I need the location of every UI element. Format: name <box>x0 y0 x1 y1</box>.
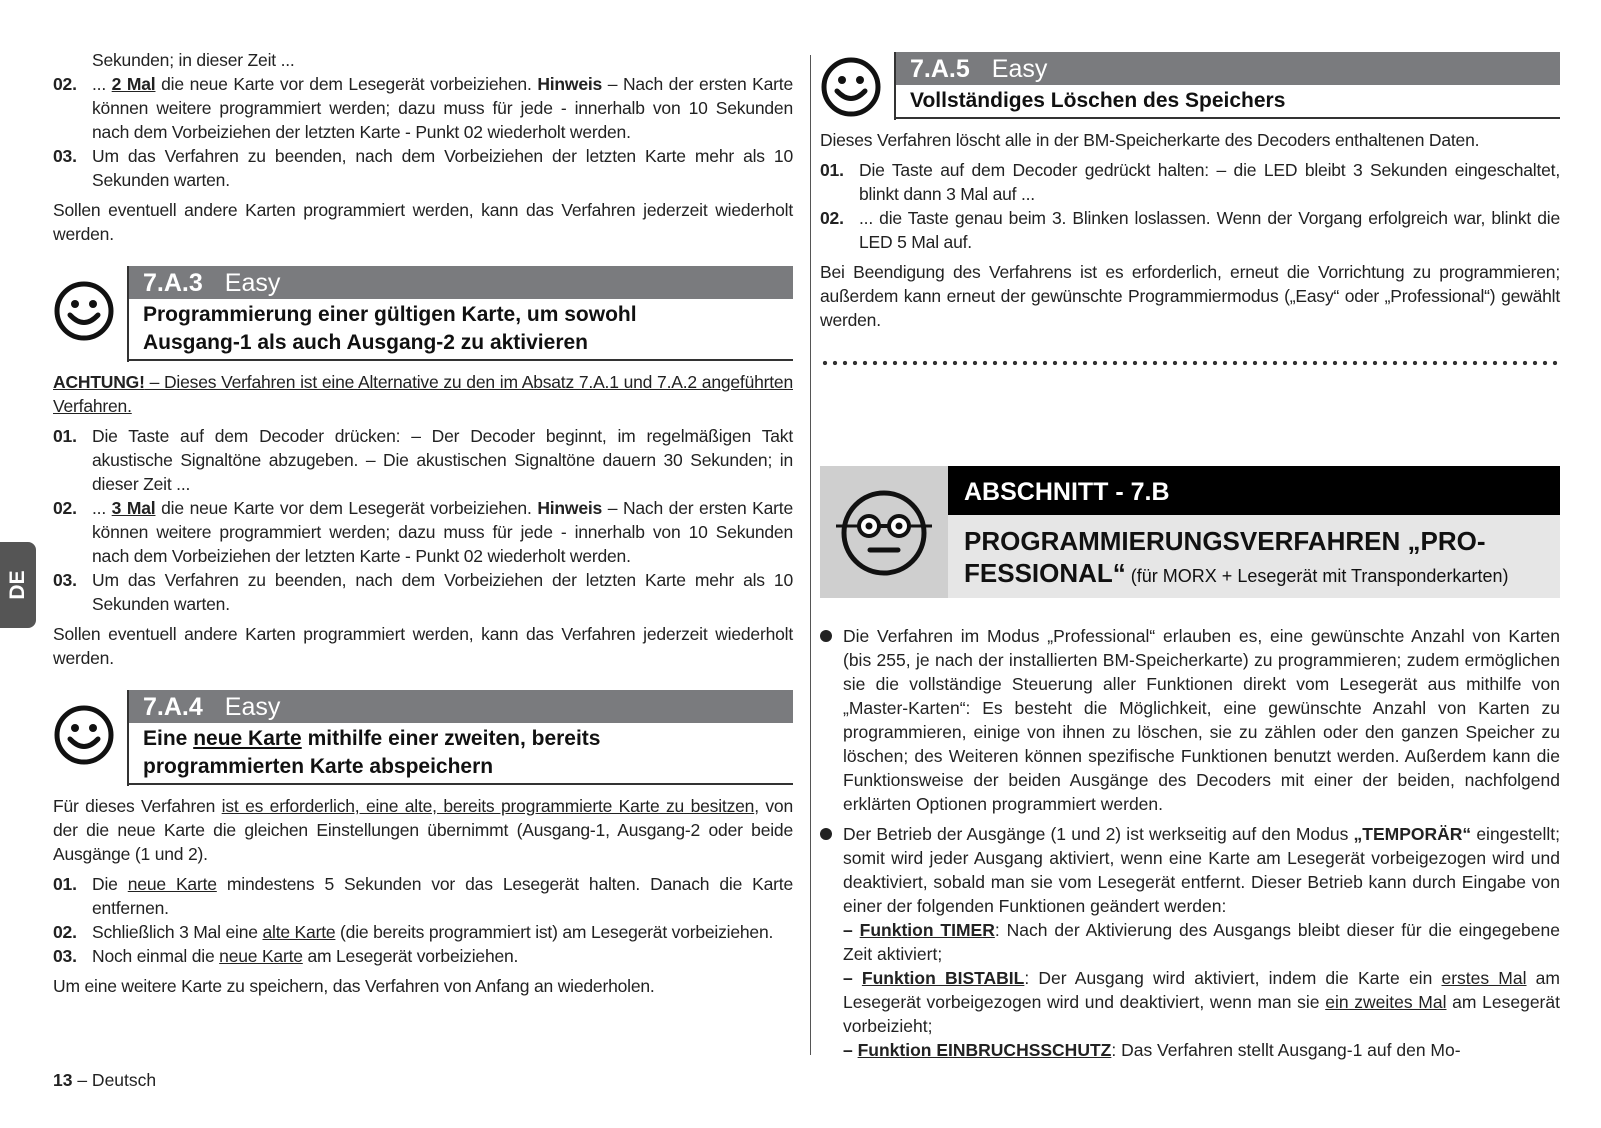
step-item: 01. Die neue Karte mindestens 5 Sekunden vor das Lesegerät halten. Danach die Karte entfernen. <box>53 874 794 918</box>
step-number: 03. <box>53 570 77 590</box>
step-item <box>53 496 793 568</box>
section-mode: Easy <box>224 693 281 721</box>
page-number: 13 <box>53 1070 73 1090</box>
section-7a4-header <box>53 690 793 786</box>
language-tab-label: DE <box>6 570 29 600</box>
hint-label: Hinweis <box>537 74 603 94</box>
step-number: 02. <box>53 74 77 94</box>
section-title: Eine neue Karte mithilfe einer zweiten, bereits programmierten Karte abspeichern <box>129 723 793 785</box>
smiley-icon <box>53 280 115 342</box>
section-title: PROGRAMMIERUNGSVERFAHREN „PRO- FESSIONAL“ (für MORX + Lesegerät mit Transponderkarten) <box>948 515 1560 598</box>
step-text: Die Taste auf dem Decoder drücken: – Der Decoder beginnt, im regelmäßigen Takt akustische Signaltöne abzugeben. – Die akustischen Signaltöne dauern 30 Sekunden; in dieser Zeit ... <box>92 426 793 494</box>
step-emphasis: 2 Mal <box>111 74 156 94</box>
step-item <box>53 72 793 144</box>
smiley-icon <box>53 704 115 766</box>
warning-text: – Dieses Verfahren ist eine Alternative zu den im Absatz 7.A.1 und 7.A.2 angeführten Verfahren. <box>53 372 793 416</box>
step-item <box>53 144 793 192</box>
step-text: Um das Verfahren zu beenden, nach dem Vorbeiziehen der letzten Karte mehr als 10 Sekunden warten. <box>92 146 793 190</box>
page-footer <box>53 1070 156 1091</box>
step-number: 02. <box>820 208 844 228</box>
section-number: 7.A.5 <box>910 55 970 83</box>
step-item: 02. Schließlich 3 Mal eine alte Karte (die bereits programmiert ist) am Lesegerät vorbeiziehen. <box>53 922 774 942</box>
nerd-face-icon <box>834 488 934 578</box>
left-column <box>53 48 793 998</box>
step-text: ... <box>92 74 112 94</box>
bullet-item: Der Betrieb der Ausgänge (1 und 2) ist werkseitig auf den Modus „TEMPORÄR“ eingestellt; somit wird jeder Ausgang aktiviert, wenn eine Karte am Lesegerät vorbeigezogen wird und deaktiviert, sobald man sie vom Lesegerät entfernt. Dieser Betrieb kann durch Eingabe von einer der folgenden Funktionen geändert werden: – Funktion TIMER: Nach der Aktivierung des Ausgangs bleibt dieser für die eingegebene Zeit aktiviert; – Funktion BISTABIL: Der Ausgang wird aktiviert, indem die Karte ein erstes Mal am Lesegerät vorbeigezogen wird und deaktiviert, wenn man sie ein zweites Mal am Lesegerät vorbeizieht; – Funktion EINBRUCHSSCHUTZ: Das Verfahren stellt Ausgang-1 auf den Mo- <box>820 822 1560 1062</box>
bullet-item: Die Verfahren im Modus „Professional“ erlauben es, eine gewünschte Anzahl von Karten (bis 255, je nach der installierten BM-Speicherkarte) zu programmieren; zudem ermöglichen sie die vollständige Steuerung aller Funktionen direkt vom Lesegerät aus mithilfe von „Master-Karten“: Es besteht die Möglichkeit, eine gewünschte Anzahl von Karten zu programmieren, einige von ihnen zu löschen, sie zu zählen oder den ganzen Speicher zu löschen; des Weiteren können spezifische Funktionen benutzt werden. Außerdem kann die Funktionsweise der beiden Ausgänge des Decoders mit einer der beiden, nachfolgend erklärten Optionen programmiert werden. <box>820 624 1560 816</box>
step-text: – Nach der ersten Karte können weitere programmiert werden; dazu muss für jede - innerhalb von 10 Sekunden nach dem Vorbeiziehen der letzten Karte - Punkt 02 wiederholt werden. <box>92 74 793 142</box>
section-mode: Easy <box>224 269 281 297</box>
bullet-icon <box>820 828 832 840</box>
step-number: 02. <box>53 498 77 518</box>
step-text: die neue Karte vor dem Lesegerät vorbeiziehen. <box>155 74 538 94</box>
section-title: Programmierung einer gültigen Karte, um sowohl Ausgang-1 als auch Ausgang-2 zu aktivieren <box>129 299 793 361</box>
step-item <box>820 158 1560 206</box>
bullet-icon <box>820 630 832 642</box>
paragraph: Für dieses Verfahren ist es erforderlich, eine alte, bereits programmierte Karte zu besitzen, von der die neue Karte die gleichen Einstellungen übernimmt (Ausgang-1, Ausgang-2 oder beide Ausgänge (1 und 2). <box>53 796 793 864</box>
warning-paragraph <box>53 370 793 418</box>
paragraph: Sollen eventuell andere Karten programmiert werden, kann das Verfahren jederzeit wiederholt werden. <box>53 200 793 244</box>
step-item <box>820 206 1560 254</box>
section-7b-header <box>820 466 1560 598</box>
warning-label: ACHTUNG! <box>53 372 145 392</box>
column-divider <box>810 55 811 1055</box>
step-number: 01. <box>53 874 77 894</box>
step-text: Um das Verfahren zu beenden, nach dem Vorbeiziehen der letzten Karte mehr als 10 Sekunden warten. <box>92 570 793 614</box>
section-number: 7.A.4 <box>143 693 203 721</box>
section-heading: ABSCHNITT - 7.B <box>948 466 1560 515</box>
section-7a3-header <box>53 266 793 362</box>
paragraph: Um eine weitere Karte zu speichern, das Verfahren von Anfang an wiederholen. <box>53 976 655 996</box>
step-text: ... <box>92 498 112 518</box>
section-mode: Easy <box>991 55 1048 83</box>
step-item <box>53 424 793 496</box>
step-item <box>53 568 793 616</box>
step-number: 01. <box>53 426 77 446</box>
step-text: – Nach der ersten Karte können weitere programmiert werden; dazu muss für jede - innerhalb von 10 Sekunden nach dem Vorbeiziehen der letzten Karte - Punkt 02 wiederholt werden. <box>92 498 793 566</box>
paragraph: Bei Beendigung des Verfahrens ist es erforderlich, erneut die Vorrichtung zu programmieren; außerdem kann erneut der gewünschte Programmiermodus („Easy“ oder „Professional“) gewählt werden. <box>820 262 1560 330</box>
hint-label: Hinweis <box>537 498 603 518</box>
step-number: 03. <box>53 146 77 166</box>
section-7a5-header <box>820 52 1560 120</box>
right-column <box>820 52 1560 1062</box>
paragraph: Sollen eventuell andere Karten programmiert werden, kann das Verfahren jederzeit wiederholt werden. <box>53 624 793 668</box>
step-text: ... die Taste genau beim 3. Blinken loslassen. Wenn der Vorgang erfolgreich war, blinkt die LED 5 Mal auf. <box>859 208 1560 252</box>
step-item: 03. Noch einmal die neue Karte am Lesegerät vorbeiziehen. <box>53 946 519 966</box>
smiley-icon <box>820 56 882 118</box>
step-number: 03. <box>53 946 77 966</box>
language-tab <box>0 542 36 628</box>
step-text: die neue Karte vor dem Lesegerät vorbeiziehen. <box>155 498 538 518</box>
footer-language: – Deutsch <box>72 1070 157 1090</box>
step-number: 02. <box>53 922 77 942</box>
section-number: 7.A.3 <box>143 269 203 297</box>
step-text: Die Taste auf dem Decoder gedrückt halten: – die LED bleibt 3 Sekunden eingeschaltet, blinkt dann 3 Mal auf ... <box>859 160 1560 204</box>
step-emphasis: 3 Mal <box>111 498 156 518</box>
paragraph: Dieses Verfahren löscht alle in der BM-Speicherkarte des Decoders enthaltenen Daten. <box>820 130 1480 150</box>
dotted-separator <box>820 360 1560 366</box>
continued-text: Sekunden; in dieser Zeit ... <box>92 50 295 70</box>
step-number: 01. <box>820 160 844 180</box>
section-title: Vollständiges Löschen des Speichers <box>896 85 1560 119</box>
